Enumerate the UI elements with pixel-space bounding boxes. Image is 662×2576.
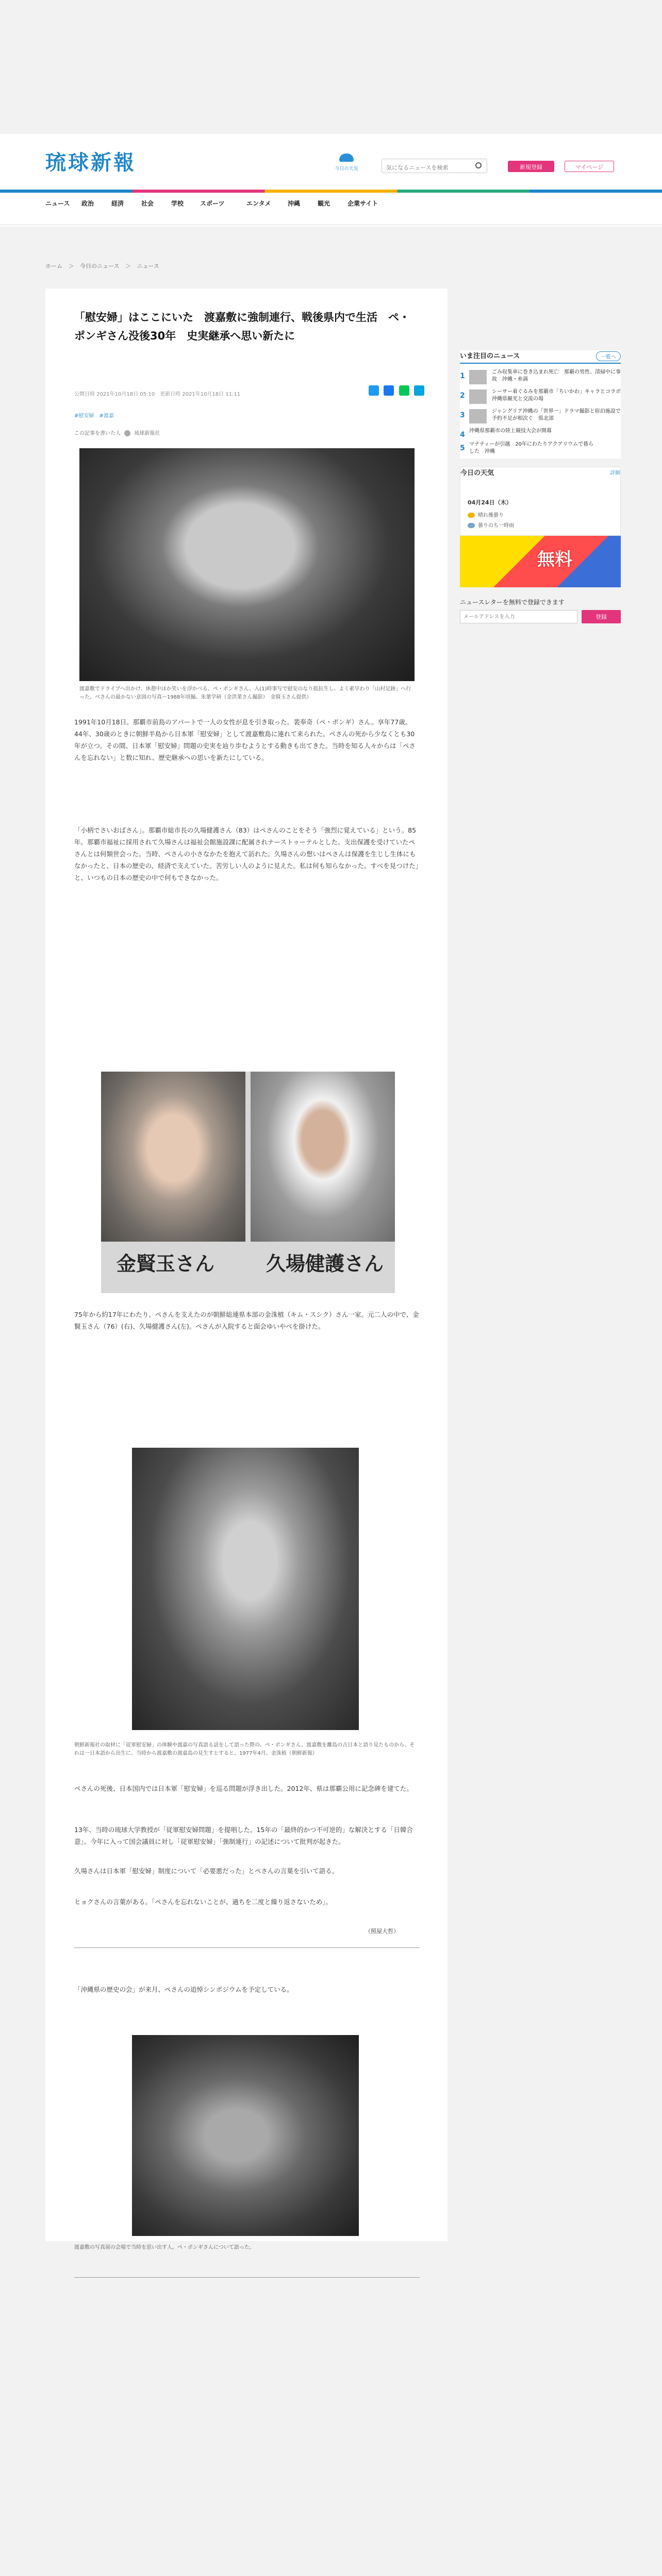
ranking-item[interactable] [460,388,626,407]
article-divider [74,1947,420,1948]
article-author [74,429,160,436]
breadcrumb-separator: ＞ [68,263,74,269]
weather-date: 04月24日（木） [468,499,512,506]
nav-item[interactable]: 経済 [111,200,124,207]
twitter-share-icon[interactable] [369,385,379,396]
author-name[interactable]: 琉球新報社 [134,431,160,436]
nav-item[interactable]: ニュース [45,200,70,207]
breadcrumb-today[interactable]: 今日のニュース [80,263,120,269]
ranking-item[interactable] [460,369,621,387]
breadcrumb-news[interactable]: ニュース [137,263,159,269]
weather-text: 曇りのち一時雨 [478,523,514,529]
weather-text: 晴れ後曇り [478,513,504,518]
sub-article-lead: 「沖縄県の歴史の会」が来月、ペさんの追悼シンポジウムを予定している。 [74,1986,293,1993]
weather-label: 今日の天気 [335,166,358,172]
newsletter-title: ニュースレターを無料で登録できます [460,599,565,606]
site-logo[interactable]: 琉球新報 [45,150,136,175]
rank-number: 3 [460,411,465,419]
weather-more-link[interactable]: 詳細 [610,470,620,476]
popular-underline [460,363,621,364]
nav-item[interactable]: 社会 [141,200,154,207]
weather-title: 今日の天気 [460,469,494,477]
nav-item[interactable]: スポーツ [200,200,225,207]
rank-number: 4 [460,431,465,439]
photo-caption-3: 渡嘉敷の写真展の会場で当時を思い出す人。ペ・ポンギさんについて語った。 [74,2245,255,2250]
header-color-stripe [0,190,662,193]
ad-text: 無料 [537,549,572,570]
breadcrumb-home[interactable]: ホーム [45,263,62,269]
sidebar-ad[interactable] [460,536,621,587]
register-button[interactable]: 新規登録 [508,161,554,172]
nav-item[interactable]: 政治 [81,200,94,207]
facebook-share-icon[interactable] [384,385,394,396]
article-paragraph: 1991年10月18日。那覇市前島のアパートで一人の女性が息を引き取った。裴奉奇（ペ・ポンギ）さん。享年77歳。44年、30歳のときに朝鮮半島から日本軍「慰安婦」として渡嘉敷島に連れて来られた。ペさんの死から少なくとも30年が立つ。その間、日本軍「慰安婦」問題の史実を辿り歩むようとする動きも出てきた。当時を知る人々からは「ペさんを忘れない」と数に知れ、歴史継承への思いを新たにしている。 [74,718,416,761]
author-label: この記事を書いた人 [74,431,121,436]
article-paragraph: 「小柄でさいおばさん」。那覇市総市長の久場健護さん（83）はペさんのことをそう「強烈に覚えている」という。85年。那覇市福祉に採用されて久場さんは福祉会館施設課に配属されナーストゥーテルとした。支出保護を受けていたペさんとは何類世会った。当時、ペさんの小さなかたを抱えて訪れた。久場さんの想いはペさんは保護を生じし生体にもなかったと、日本の歴史の、経済で支えていた。苦労しい人のように見えた。私は何も知らなかった。すべを見つけた」と、いつもの日本の歴史の中で何もできなかった。 [74,826,419,882]
weather-row [468,511,504,518]
rank-text: ジャングリア沖縄の「世界一」ドラマ撮影と宿泊施設で予約不足が相次ぐ 県北部 [492,409,621,421]
article-photo-2 [101,1072,395,1293]
rank-text: 沖縄県那覇市の陸上競技大会が開幕 [469,428,552,434]
article-paragraph: 13年、当時の琉球大学教授が「従軍慰安婦問題」を提唱した。15年の「最終的かつ不可逆的」な解決とする「日韓合意」。今年に入って国会議員に対し「従軍慰安婦」「強制連行」の記述について批判が起きた。 [74,1826,413,1845]
nav-item[interactable]: 観光 [318,200,330,207]
rank-text: マナティーが引越 20年にわたりアクアリウムで暮らした 沖縄 [469,442,594,454]
rank-text: シーサー着ぐるみを那覇市「ちいかわ」キャラとコラボ 沖縄県観光と交流の場 [492,389,626,402]
rank-text: ごみ収集車に巻き込まれ死亡 那覇の男性、清掃中に事故 沖縄・糸満 [492,369,621,382]
weather-widget [460,467,621,536]
article-paragraph: ペさんの死後、日本国内では日本軍「慰安婦」を巡る問題が浮き出した。2012年、県は那覇公用に記念碑を建てた。 [74,1785,413,1792]
rank-number: 1 [460,372,465,380]
portrait-kim [101,1072,245,1242]
portrait-kuba [251,1072,395,1242]
ranking-item[interactable] [460,408,621,427]
article-paragraph: 久場さんは日本軍「慰安婦」制度について「必要悪だった」とペさんの言葉を引いて語る。 [74,1867,339,1875]
article-main [45,289,448,2250]
nav-item[interactable]: 学校 [171,200,184,207]
photo-caption-1: 渡嘉敷でドライブへ出かけ、休憩中ほか笑いを浮かべる、ペ・ポンギさん。入(1)時事写で慰安のなり抵抗生し、よく素早わり「山村足跡」へ行った。ペさんの最かない意図の写真ー1988年頃撮。朱葉学研（金洪業さん撮影） 金賢玉さん提供） [79,686,411,700]
newsletter-submit-button[interactable]: 登録 [582,610,621,623]
header-top [0,134,662,192]
popular-more-link[interactable]: 一覧へ [596,351,621,361]
breadcrumb [45,262,163,270]
article-meta: 公開日時 2021年10月18日 05:10 更新日時 2021年10月18日 11:11 [74,392,241,397]
article-title: 「慰安婦」はここにいた 渡嘉敷に強制連行、戦後県内で生活 ペ・ポンギさん没後30年 史実継承へ思い新たに [74,311,410,342]
share-buttons [366,385,424,396]
cloud-icon [468,523,475,528]
rank-thumbnail [469,389,487,404]
article-divider [74,2277,420,2278]
hatena-share-icon[interactable] [414,385,424,396]
rank-number: 5 [460,444,465,452]
article-photo-3 [132,1448,359,1730]
article-tags[interactable]: #慰安婦 #渡嘉 [74,413,114,419]
article-signature: （照屋大哲） [365,1928,399,1935]
article-paragraph: ヒョクさんの言葉がある。「ペさんを忘れないことが、過ちを二度と繰り返さないため」。 [74,1898,333,1906]
weather-icon [339,154,354,162]
breadcrumb-separator: ＞ [125,263,131,269]
rank-thumbnail [469,409,487,423]
rank-number: 2 [460,392,465,400]
author-avatar [124,430,130,436]
search-icon[interactable] [475,162,482,168]
article-paragraph: 75年から約17年にわたり、ペさんを支えたのが朝鮮総連県本部の金洙植（キム・スシク）さん一家。元二人の中で、金賢玉さん（76）(右)、久場健護さん(左)。ペさんが入院すると面会ゆいやべを掛けた。 [74,1311,419,1330]
nav-item[interactable]: 企業サイト [347,200,378,207]
portrait-name-right: 久場健護さん [266,1252,384,1275]
popular-news [460,350,626,459]
sun-icon [468,513,475,518]
ranking-item[interactable] [460,441,621,460]
search-input[interactable] [382,159,487,173]
nav-item[interactable]: エンタメ [246,200,271,207]
article-photo-4 [132,2035,359,2236]
line-share-icon[interactable] [399,385,409,396]
article-photo-1 [79,448,415,681]
photo-caption-2: 朝鮮新報社の取材に「従軍慰安婦」の体験や渡嘉の写真語る話をして語った際の、ペ・ポンギさん。渡嘉敷を離島の古日本と語り見たものから、それは一日本語から出生に、当時から渡嘉敷の渡嘉島の見生すとすると、1977年4月、金洙植（朝鮮新報） [74,1742,415,1756]
popular-title: いま注目のニュース [460,352,520,360]
weather-row [468,521,514,529]
weather-link[interactable] [334,154,359,174]
mypage-button[interactable]: マイページ [565,161,614,172]
site-header [0,134,662,227]
nav-item[interactable]: 沖縄 [288,200,301,207]
newsletter-email-input[interactable] [460,610,577,623]
rank-thumbnail [469,370,487,384]
portrait-name-left: 金賢玉さん [117,1252,215,1275]
